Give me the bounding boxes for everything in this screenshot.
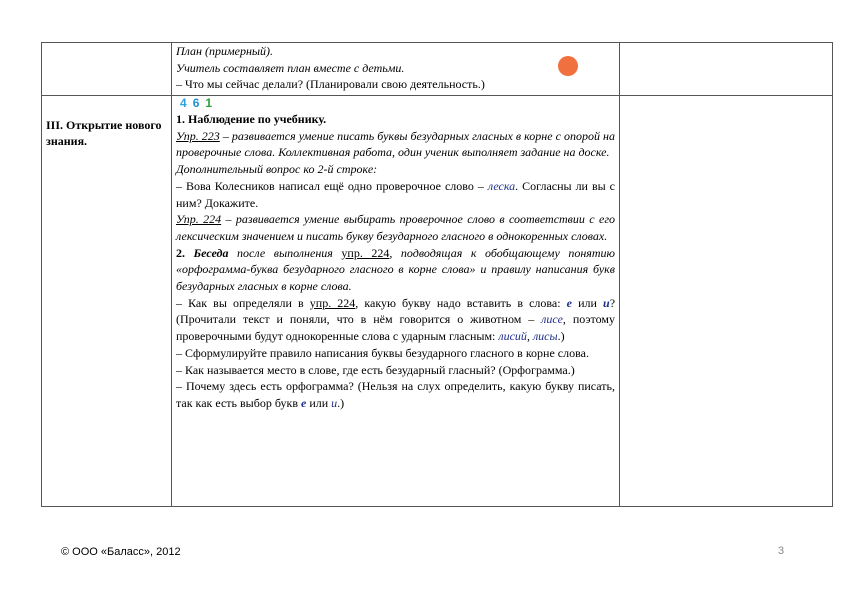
exercise-ref: упр. 224 [309,295,356,310]
exercise-223 [176,128,615,161]
stage-cell [42,96,172,507]
text-part: ? (Прочитали текст и поняли, что в нём говорится о животном – [176,295,616,327]
number-2: 6 [192,96,200,110]
exercise-ref: Упр. 224 [176,212,222,227]
exercise-ref: упр. 224 [341,245,390,260]
word-lisy: лисы [532,329,558,344]
word-lise: лисе [541,312,563,327]
table-row [42,96,833,507]
footer-copyright: © ООО «Баласс», 2012 [61,546,181,558]
text-part: , подводящая к обобщающему понятию «орфограмма-буква безударного гласного в корне слова» и правилу написания букв безударных гласных в корне слова. [176,245,615,294]
number-1: 4 [180,96,187,110]
letter-e: е [301,395,307,410]
text-part: , какую букву надо вставить в слова: [355,295,567,310]
notes-cell [620,96,833,507]
text-part: – Как вы определяли в [176,295,310,310]
question-1 [176,295,615,345]
text-part: – Почему здесь есть орфограмма? (Нельзя на слух определить, какую букву писать, так как есть выбор букв [176,379,615,410]
exercise-ref: Упр. 223 [176,128,220,143]
content-cell [172,43,620,96]
exercise-text: – развивается умение писать буквы безударных гласных в корне с опорой на проверочные слова. Коллективная работа, один ученик выполняет задание на доске. [176,128,615,160]
text-part: или [571,295,603,310]
plan-title: План (примерный). [176,44,274,58]
word-leska: леска [487,178,516,193]
plan-question: – Что мы сейчас делали? (Планировали свою деятельность.) [176,77,485,92]
text-part: , поэтому проверочными будут однокоренные слова с ударным гласным: [176,312,615,344]
letter-i: и [331,395,338,410]
talk-paragraph [176,245,615,295]
letter-i: и [603,295,610,310]
talk-word: Беседа [193,245,229,260]
question-4 [176,378,615,411]
stage-cell-empty [42,43,172,96]
exercise-224 [176,211,615,244]
page-numbers [180,96,615,110]
word-lisiy: лисий [498,329,527,344]
heading-observation: 1. Наблюдение по учебнику. [176,112,327,126]
extra-question: Дополнительный вопрос ко 2-й строке: [176,162,378,177]
lesson-table [41,42,833,507]
text-part: , [526,329,533,344]
page-number: 3 [778,545,785,557]
content-cell [172,96,620,507]
text-part: . Согласны ли вы с ним? Докажите. [176,178,615,210]
talk-number: 2. [176,245,194,260]
text-part: .) [557,329,565,344]
vova-question [176,178,615,211]
text-part: или [306,395,332,410]
text-part: – Вова Колесников написал ещё одно проверочное слово – [176,178,488,193]
letter-e: е [566,295,572,310]
stage-title: III. Открытие нового знания. [46,118,162,148]
marker-dot-icon [558,56,578,76]
text-part: .) [337,395,345,410]
table-row [42,43,833,96]
plan-teacher: Учитель составляет план вместе с детьми. [176,60,405,75]
question-3: – Как называется место в слове, где есть безударный гласный? (Орфограмма.) [176,362,575,377]
notes-cell [620,43,833,96]
question-2: – Сформулируйте правило написания буквы безударного гласного в корне слова. [176,345,589,360]
exercise-text: – развивается умение выбирать проверочное слово в соответствии с его лексическим значением и писать букву безударного гласного в однокоренных словах. [176,212,615,243]
number-3: 1 [205,96,213,110]
text-part: после выполнения [228,245,342,260]
